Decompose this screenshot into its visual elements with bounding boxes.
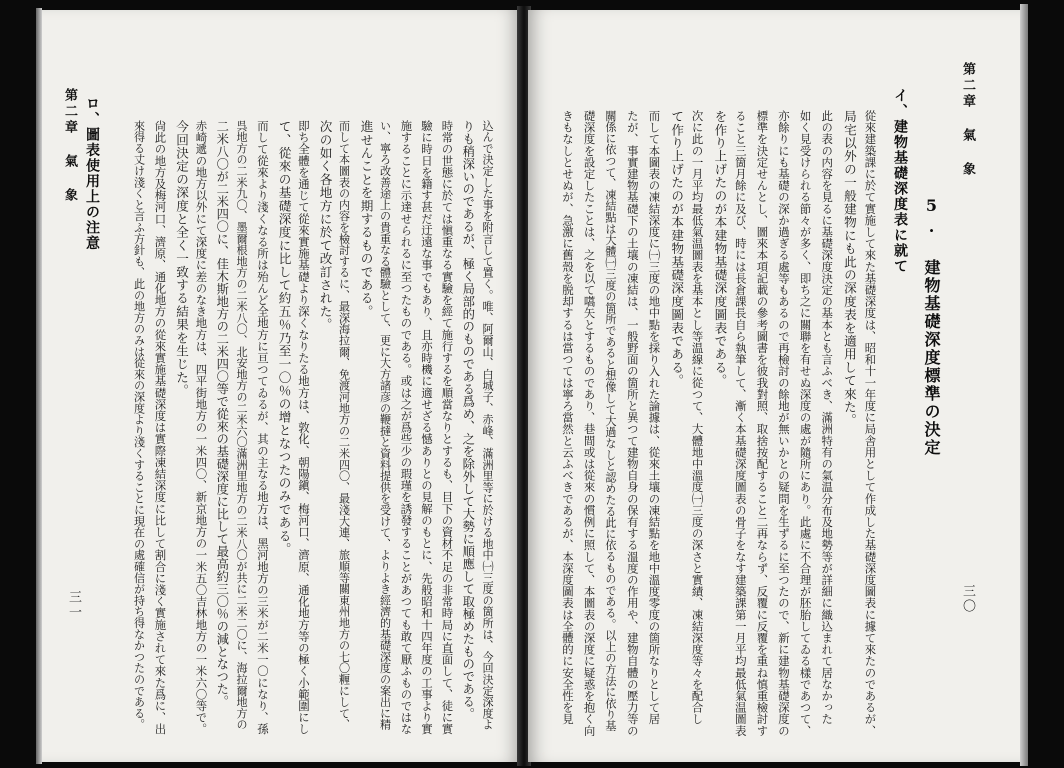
left-text-line: 驗に時日を籍す甚だ迂遠な事でもあり、且亦時機に適せざる憾ありとの見解のもとに、先般昭和十四年度の工事より實: [419, 120, 434, 735]
right-text-line: 礎深度を設定したことは、之を以て嚆矢とするものであり、巷間或は從來の慣例に照して、本圖表の深度に疑惑を抱く向: [582, 110, 597, 737]
right-text-line: 而して本圖表の凍結深度に㈠三度の地中點を採り入れた論據は、從來土壤の凍結點を地中溫度零度の箇所なりとして居: [647, 110, 662, 725]
right-text-line: きもなしとせぬが、急激に舊殼を脱却するは當つては寧ろ當然と云ふべきであるが、本深度圖表は全體的に安全性を見: [561, 110, 575, 725]
left-text-line: りも稍深いのであるが、極く局部的のものである爲め、之を除外して大勢に順應して取極めたものである。: [460, 120, 475, 720]
left-text-line: 而して從來より淺くなる所は殆んど全地方に亘つてゐるが、其の主なる地方は、黑河地方の三米が二米一〇になり、孫: [255, 120, 270, 735]
right-text-line: 從來建築課に於て實施して來た基礎深度は、昭和十一年度に局舎用として作成した基礎深度圖表に據て來たのであるが、: [863, 110, 878, 737]
right-text-line: たが、事實建物基礎下の土壤の凍結は、一般野面の箇所と異つて建物自身の保有する溫度の作用や、建物自體の壓力等の: [625, 110, 640, 737]
left-text-line: 今回決定の深度と全く一致する結果を生じた。: [174, 120, 190, 398]
section-heading: 5. 建物基礎深度標準の決定: [922, 196, 941, 457]
left-text-line: 次の如く各地方に於て改訂された。: [317, 120, 333, 332]
right-text-line: 局宅以外の一般建物にも此の深度表を適用して來た。: [841, 110, 857, 427]
left-text-line: 二米八〇が二米四〇に、佳木斯地方の二米四〇等で從來の基礎深度に比して最高約三〇％の減となつた。: [214, 120, 229, 708]
right-text-line: て作り上げたのが本建物基礎深度圖表である。: [669, 110, 685, 388]
right-text-line: 標準を決定せんとし、圖來本項記載の參考圖書を彼我對照、取捨按配すること二再ならず、反覆に反覆を重ね慎重檢討す: [755, 110, 770, 737]
right-text-line: 亦餘りにも基礎の深か過ぎる處等もあるので再檢討の餘地が無いかとの疑問を生ずるに至つたので、新に建物基礎深度の: [777, 110, 791, 737]
right-text-line: 如く見受けられる節々が多く、即ち之に關聯を有せぬ深度の處が隨所にあり。此處に不合理が胚胎してゐる樣であつて、: [798, 110, 813, 737]
left-text-line: 時常の世態に於ては愼重なる實驗を經て施行するを順當なりとするも、目下の資材不足の非常時局に直面して、徒に實: [440, 120, 455, 735]
left-text-line: 來得る丈け淺くと言ふ方針も、此の地方のみは從來の深度より淺くすることに現在の處確信が持ち得なかつたのである。: [132, 120, 146, 731]
left-text-line: 込んで決定した事を附言して置く。唯、阿爾山、白城子、赤峰、滿洲里等に於ける地中㈠三度の箇所は、今回決定深度よ: [481, 120, 495, 731]
page-edge-right: [1020, 4, 1028, 766]
left-subheading: ロ、圖表使用上の注意: [84, 96, 100, 251]
left-text-line: 呉地方の二米九〇、墨爾根地方の二米八〇、北安地方の二米六〇滿洲里地方の二米八〇が共に二米二〇に、海拉爾地方の: [235, 120, 249, 731]
left-running-head: 第二章 氣 象: [62, 88, 77, 204]
right-page: [528, 10, 1020, 762]
left-page-number: 三一: [66, 590, 81, 620]
right-text-line: 關係に依つて、凍結點は大體㈠三度の箇所であると想像して大過なしと認めたる此に依るものである。以上の方法に依り基: [603, 110, 617, 732]
left-text-line: 進せんことを期するものである。: [358, 120, 374, 318]
left-text-line: 即ち全體を通じて從來實施基礎より深くなりたる地方は、敦化、朝陽鎭、梅河口、濟原、通化地方等の極く小範圍にし: [296, 120, 311, 735]
left-text-line: 赤崎遞の地方以外にて深度に差のなき地方は、四平街地方の一米四〇、新京地方の一米五〇吉林地方の一米六〇等で。: [194, 120, 209, 735]
right-page-number: 三〇: [960, 584, 975, 614]
right-running-head: 第二章 氣 象: [960, 62, 975, 178]
right-text-line: ること三箇月餘に及び、時には長倉課長自ら執筆して、漸く本基礎深度圖表の骨子をなす建築課第一月平均最低氣温圖表: [733, 110, 748, 737]
left-text-line: 尙此の地方及梅河口、濟原、通化地方の從來實施基礎深度は實際凍結深度に比して割合に淺く實施されて來た爲に、出: [153, 120, 168, 735]
left-text-line: て、從來の基礎深度に比して約五％乃至一〇％の增となつたのみである。: [276, 120, 292, 556]
right-text-line: を作り上げたのが本建物基礎深度圖表である。: [712, 110, 728, 388]
left-text-line: 施することに示達せられるに至つたものである。或は之が爲些少の瑕瑾を誘發することがあつても敢て厭ふものではな: [399, 120, 414, 735]
left-page: [42, 10, 520, 762]
left-text-line: い、寧ろ改善途上の貴重なる體驗として、更に大方諸彦の鞭撻と資料提供を受けて、よりよき經濟的基礎深度の案出に精: [378, 120, 392, 731]
right-subheading: イ、建物基礎深度表に就て: [892, 88, 908, 274]
left-text-line: 而して本圖表の内容を檢討するに、最深海拉爾、免渡河地方の二米四〇、最淺大連、旅順等關東州地方の七〇糎にして、: [337, 120, 351, 731]
right-text-line: 此の表の内容を見るに基礎深度決定の基本とも言ふべき、滿洲特有の氣温分布及地勢等が詳細に織込まれて居なかった: [820, 110, 835, 725]
right-text-line: 次に此の一月平均最低氣温圖表を基本とし等温線に從つて、大體地中溫度㈠三度の深さと實績、凍結深度等々を配合し: [690, 110, 705, 725]
